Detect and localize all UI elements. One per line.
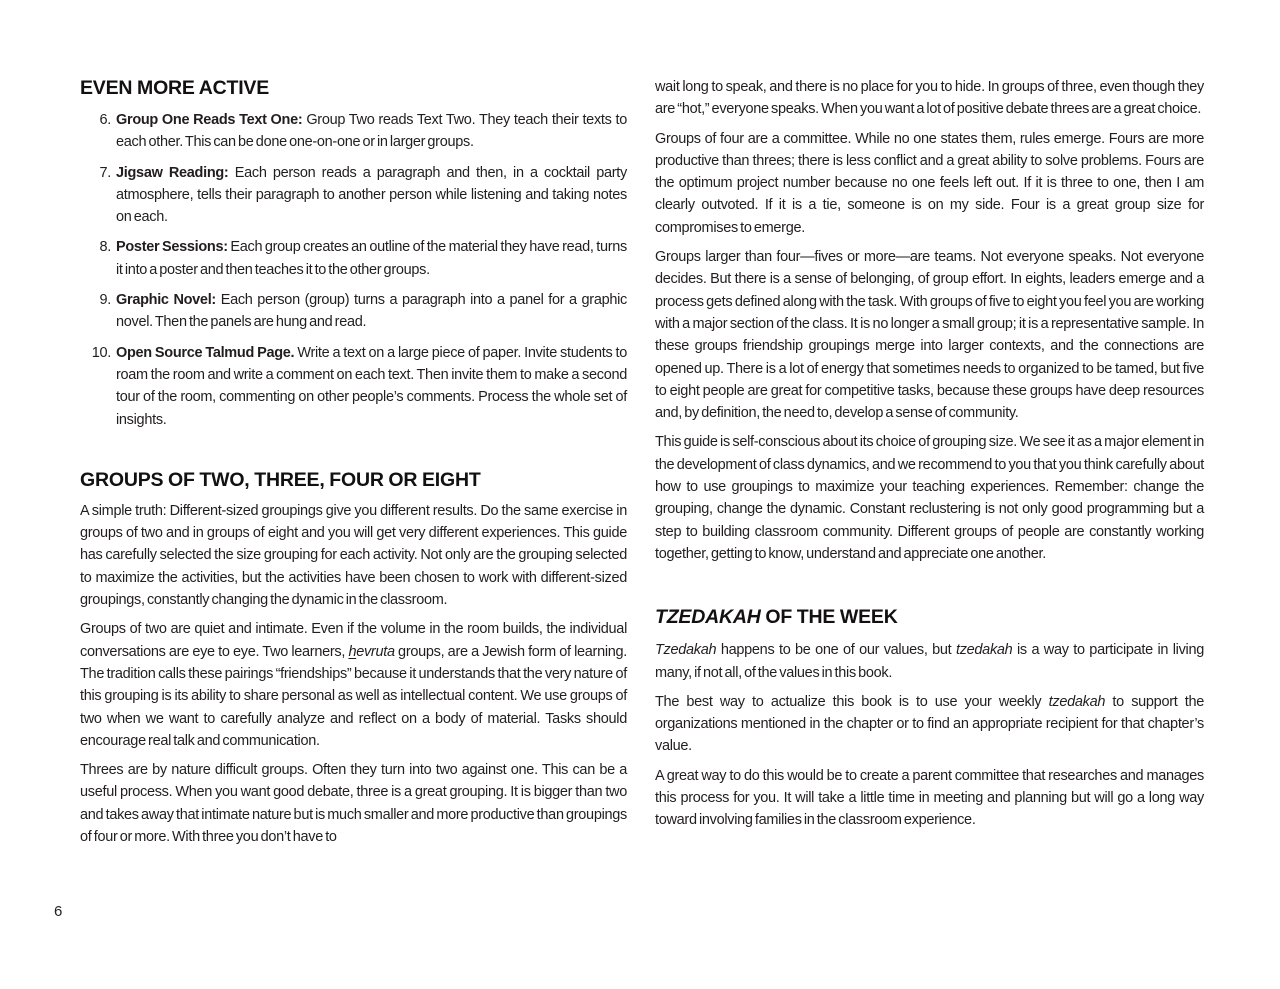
paragraph-text: to support the organizations mentioned in the chapter or to find an appropriate recipient for that chapter’s value. (655, 693, 1205, 755)
item-label: Open Source Talmud Page. (116, 344, 295, 361)
section-heading-groups: GROUPS OF TWO, THREE, FOUR OR EIGHT (80, 468, 481, 491)
list-item (80, 342, 627, 431)
list-item (80, 109, 627, 154)
item-number: 9. (99, 292, 111, 309)
item-number: 7. (99, 164, 111, 181)
item-body: Write a text on a large piece of paper. Invite students to roam the room and write a comment on each text. Then invite them to make a second tour of the room, commenting on other people’s comments. Process the whole set of insights. (116, 344, 627, 428)
tzedakah-term: tzedakah (1048, 693, 1106, 710)
item-body: Group Two reads Text Two. They teach their texts to each other. This can be done one-on-one or in larger groups. (116, 112, 627, 151)
paragraph-text: The best way to actualize this book is to use your weekly (655, 693, 1049, 710)
item-body: Each group creates an outline of the material they have read, turns it into a poster and then teaches it to the other groups. (116, 239, 627, 278)
list-item (80, 289, 627, 334)
paragraph-text: happens to be one of our values, but (716, 642, 956, 659)
list-item (80, 162, 627, 229)
heading-italic-part: TZEDAKAH (655, 606, 761, 629)
item-body: Each person reads a paragraph and then, in a cocktail party atmosphere, tells their paragraph to another person while listening and taking notes on each. (116, 164, 627, 226)
paragraph-text: Groups of two are quiet and intimate. Even if the volume in the room builds, the individual conversations are eye to eye. Two learners, (80, 621, 627, 660)
item-text (116, 236, 627, 281)
paragraph: A simple truth: Different-sized groupings give you different results. Do the same exercise in groups of two and in groups of eight and you will get very different experiences. This guide has carefully selected the size grouping for each activity. Not only are the grouping selected to maximize the activities, but the activities have been chosen to work with different-sized groupings, constantly changing the dynamic in the classroom. (80, 502, 627, 609)
item-number: 8. (99, 239, 111, 256)
item-text (116, 162, 627, 229)
paragraph-text: is a way to participate in living many, if not all, of the values in this book. (655, 642, 1204, 681)
paragraph (655, 639, 1204, 684)
section-heading-even-more-active: EVEN MORE ACTIVE (80, 77, 270, 99)
paragraph: Threes are by nature difficult groups. Often they turn into two against one. This can be a useful process. When you want good debate, three is a great grouping. It is bigger than two and takes away that intimate nature but is much smaller and more productive than groupings of four or more. With three you don’t have to (80, 762, 627, 846)
paragraph: Groups larger than four—fives or more—are teams. Not everyone speaks. Not everyone decides. But there is a sense of belonging, of group effort. In eights, leaders emerge and a process gets defined along with the task. With groups of five to eight you feel you are working with a major section of the class. It is no longer a small group; it is a representative sample. In these groups friendship groupings merge into larger contexts, and the connections are opened up. There is a lot of energy that sometimes needs to organized to be tamed, but five to eight people are great for competitive tasks, because these groups have deep resources and, by definition, the need to, develop a sense of community. (655, 249, 1204, 422)
item-label: Jigsaw Reading: (116, 164, 229, 181)
right-column (655, 76, 1204, 832)
item-label: Group One Reads Text One: (116, 112, 303, 128)
hevruta-h-underlined: h (348, 643, 357, 660)
page-number: 6 (54, 903, 63, 920)
item-text (116, 342, 627, 431)
list-item (80, 236, 627, 281)
hevruta-term (348, 644, 394, 660)
item-text (116, 109, 627, 154)
tzedakah-term: Tzedakah (655, 642, 717, 659)
paragraph: wait long to speak, and there is no place for you to hide. In groups of three, even though they are “hot,” everyone speaks. When you want a lot of positive debate threes are a great choice. (655, 79, 1204, 118)
paragraph: Groups of four are a committee. While no one states them, rules emerge. Fours are more productive than threes; there is less conflict and a great ability to solve problems. Fours are the optimum project number because no one feels left out. If it is three to one, then I am clearly outvoted. If it is a tie, someone is on my side. Four is a great group size for compromises to emerge. (655, 130, 1204, 236)
item-number: 6. (99, 112, 111, 128)
item-number: 10. (91, 344, 111, 361)
numbered-activity-list (80, 109, 627, 431)
item-label: Poster Sessions: (116, 239, 228, 256)
item-label: Graphic Novel: (116, 292, 216, 309)
section-heading-tzedakah (655, 605, 1204, 629)
item-body: Each person (group) turns a paragraph into a panel for a graphic novel. Then the panels are hung and read. (116, 292, 627, 331)
tzedakah-term: tzedakah (955, 642, 1013, 659)
paragraph: This guide is self-conscious about its choice of grouping size. We see it as a major element in the development of class dynamics, and we recommend to you that you think carefully about how to use groupings to maximize your teaching experiences. Remember: change the grouping, change the dynamic. Constant reclustering is not only good programming but a step to building classroom community. Different groups of people are constantly working together, getting to know, understand and appreciate one another. (655, 434, 1204, 562)
paragraph (80, 618, 627, 752)
paragraph (655, 691, 1204, 758)
hevruta-rest: evruta (356, 643, 395, 660)
paragraph: A great way to do this would be to create a parent committee that researches and manages this process for you. It will take a little time in meeting and planning but will go a long way toward involving families in the classroom experience. (655, 767, 1204, 829)
paragraph-text: groups, are a Jewish form of learning. The tradition calls these pairings “friendships” because it understands that the very nature of this grouping is its ability to share personal as well as intellectual content. We use groups of two when we want to carefully analyze and reflect on a body of material. Tasks should encourage real talk and communication. (80, 643, 628, 749)
left-column (80, 76, 627, 848)
heading-roman-part: OF THE WEEK (760, 606, 898, 629)
item-text (116, 289, 627, 334)
